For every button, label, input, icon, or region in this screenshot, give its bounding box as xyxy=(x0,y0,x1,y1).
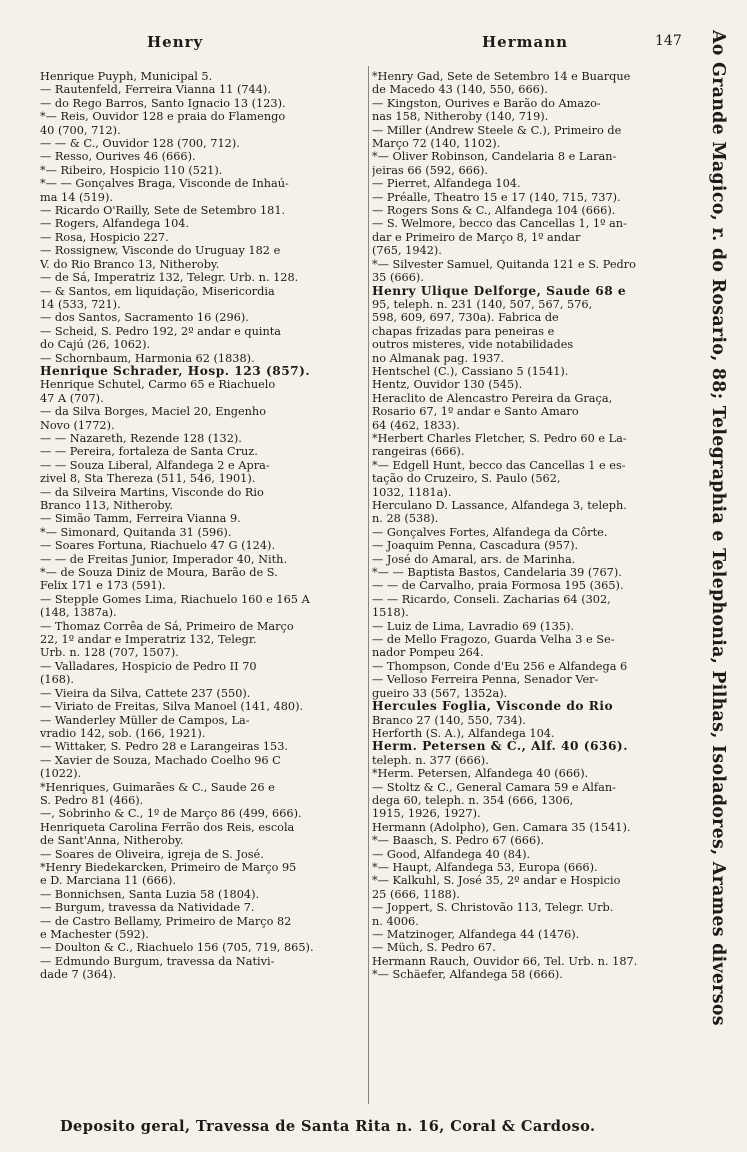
directory-entry-line: e Machester (592). xyxy=(40,928,149,941)
directory-entry-line: *— Oliver Robinson, Candelaria 8 e Laran- xyxy=(372,150,617,164)
directory-entry-line: *Henriques, Guimarães & C., Saude 26 e xyxy=(40,780,275,794)
directory-entry-line: *Herbert Charles Fletcher, S. Pedro 60 e La- xyxy=(372,431,627,445)
directory-entry-line: ma 14 (519). xyxy=(40,190,113,204)
directory-entry-line: 1518). xyxy=(372,606,409,620)
directory-entry-line: — — Ricardo, Conseli. Zacharias 64 (302, xyxy=(372,592,611,606)
directory-entry-line: 47 A (707). xyxy=(40,391,104,405)
directory-entry-line: tação do Cruzeiro, S. Paulo (562, xyxy=(372,472,561,486)
directory-entry-line: — — Pereira, fortaleza de Santa Cruz. xyxy=(40,445,258,459)
directory-entry-line: Rosario 67, 1º andar e Santo Amaro xyxy=(372,405,579,419)
directory-entry-line: *— Kalkuhl, S. José 35, 2º andar e Hospicio xyxy=(372,874,621,888)
directory-entry-line: —, Sobrinho & C., 1º de Março 86 (499, 666). xyxy=(40,807,302,821)
directory-entry-line: — Rossignew, Visconde do Uruguay 182 e xyxy=(40,244,281,258)
directory-entry-line: — Thomaz Corrêa de Sá, Primeiro de Março xyxy=(40,619,294,633)
directory-entry-line: — Valladares, Hospicio de Pedro II 70 xyxy=(40,659,257,673)
directory-entry-line: zivel 8, Sta Thereza (511, 546, 1901). xyxy=(40,472,256,486)
directory-entry-line: dar e Primeiro de Março 8, 1º andar xyxy=(372,230,581,244)
directory-entry-line: Urb. n. 128 (707, 1507). xyxy=(40,646,179,660)
directory-entry-line: *— Reis, Ouvidor 128 e praia do Flamengo xyxy=(40,110,286,124)
running-head-left: Henry xyxy=(147,33,204,51)
directory-entry-line: Março 72 (140, 1102). xyxy=(372,137,501,151)
directory-entry-line: — José do Amaral, ars. de Marinha. xyxy=(372,552,576,566)
directory-entry-line: — Wittaker, S. Pedro 28 e Larangeiras 153. xyxy=(40,740,289,754)
directory-entry-line: *— — Gonçalves Braga, Visconde de Inhaú- xyxy=(40,177,289,191)
directory-entry-line: vradio 142, sob. (166, 1921). xyxy=(40,726,206,740)
directory-entry-line: n. 4006. xyxy=(372,914,419,928)
directory-entry-line: Herm. Petersen & C., Alf. 40 (636). xyxy=(372,740,628,754)
side-advertisement-text: Ao Grande Magico, r. do Rosario, 88; Telegraphia e Telephonia, Pilhas, Isoladores, Arames diversos xyxy=(708,30,728,1026)
directory-entry-line: dade 7 (364). xyxy=(40,968,117,982)
directory-entry-line: — Good, Alfandega 40 (84). xyxy=(372,847,531,861)
directory-entry-line: — dos Santos, Sacramento 16 (296). xyxy=(40,311,249,325)
directory-entry-line: — Gonçalves Fortes, Alfandega da Côrte. xyxy=(372,525,608,539)
directory-entry-line: — da Silveira Martins, Visconde do Rio xyxy=(40,485,264,499)
directory-entry-line: *Herm. Petersen, Alfandega 40 (666). xyxy=(372,767,589,781)
directory-entry-line: — da Silva Borges, Maciel 20, Engenho xyxy=(40,405,266,419)
directory-entry-line: Branco 27 (140, 550, 734). xyxy=(372,713,526,727)
directory-entry-line: 1915, 1926, 1927). xyxy=(372,807,481,821)
directory-entry-line: Hermann (Adolpho), Gen. Camara 35 (1541). xyxy=(372,820,631,834)
directory-entry-line: — de Mello Fragozo, Guarda Velha 3 e Se- xyxy=(372,633,615,647)
directory-entry-line: — Stepple Gomes Lima, Riachuelo 160 e 165 A xyxy=(40,592,310,606)
directory-entry-line: — Scheid, S. Pedro 192, 2º andar e quinta xyxy=(40,324,282,338)
directory-entry-line: dega 60, teleph. n. 354 (666, 1306, xyxy=(372,793,574,807)
directory-entry-line: jeiras 66 (592, 666). xyxy=(372,163,489,177)
column-divider xyxy=(368,66,369,1104)
directory-entry-line: teleph. n. 377 (666). xyxy=(372,753,489,767)
directory-entry-line: Hentz, Ouvidor 130 (545). xyxy=(372,378,523,392)
directory-entry-line: Herforth (S. A.), Alfandega 104. xyxy=(372,726,555,740)
directory-entry-line: Branco 113, Nitheroby. xyxy=(40,499,174,512)
directory-entry-line: — Rogers, Alfandega 104. xyxy=(40,217,190,231)
directory-entry-line: — Müch, S. Pedro 67. xyxy=(372,941,496,955)
directory-entry-line: no Almanak pag. 1937. xyxy=(372,351,505,365)
directory-entry-line: — — Nazareth, Rezende 128 (132). xyxy=(40,431,242,445)
directory-entry-line: — Schornbaum, Harmonia 62 (1838). xyxy=(40,351,255,365)
directory-entry-line: 598, 609, 697, 730a). Fabrica de xyxy=(372,311,559,325)
directory-entry-line: Novo (1772). xyxy=(40,418,115,432)
directory-entry-line: — Stoltz & C., General Camara 59 e Alfan- xyxy=(372,780,616,794)
directory-entry-line: Henriqueta Carolina Ferrão dos Reis, escola xyxy=(40,820,295,834)
directory-entry-line: *— Baasch, S. Pedro 67 (666). xyxy=(372,834,545,848)
directory-entry-line: gueiro 33 (567, 1352a). xyxy=(372,686,508,700)
directory-entry-line: (765, 1942). xyxy=(372,244,442,258)
directory-entry-line: Henrique Schrader, Hosp. 123 (857). xyxy=(40,364,311,378)
directory-entry-line: Hercules Foglia, Visconde do Rio xyxy=(372,700,614,714)
directory-entry-line: — de Castro Bellamy, Primeiro de Março 82 xyxy=(40,914,292,928)
right-column xyxy=(372,70,700,982)
directory-entry-line: 64 (462, 1833). xyxy=(372,418,460,432)
directory-entry-line: — Burgum, travessa da Natividade 7. xyxy=(40,901,255,915)
directory-entry-line: *— Ribeiro, Hospicio 110 (521). xyxy=(40,163,223,177)
directory-entry-line: — Wanderley Müller de Campos, La- xyxy=(40,713,250,727)
directory-entry-line: — Miller (Andrew Steele & C.), Primeiro de xyxy=(372,123,622,137)
directory-entry-line: 40 (700, 712). xyxy=(40,123,121,137)
directory-entry-line: — & Santos, em liquidação, Misericordia xyxy=(40,284,275,298)
directory-entry-line: — Xavier de Souza, Machado Coelho 96 C xyxy=(40,753,281,767)
directory-entry-line: V. do Rio Branco 13, Nitheroby. xyxy=(40,257,220,271)
left-column xyxy=(40,70,365,982)
directory-entry-line: Hermann Rauch, Ouvidor 66, Tel. Urb. n. 187. xyxy=(372,954,638,968)
directory-entry-line: Herculano D. Lassance, Alfandega 3, teleph. xyxy=(372,499,627,512)
directory-entry-line: — Luiz de Lima, Lavradio 69 (135). xyxy=(372,619,574,633)
directory-entry-line: — Joaquim Penna, Cascadura (957). xyxy=(372,539,579,553)
directory-entry-line: — Bonnichsen, Santa Luzia 58 (1804). xyxy=(40,887,260,901)
directory-entry-line: — Edmundo Burgum, travessa da Nativi- xyxy=(40,954,275,968)
directory-entry-line: rangeiras (666). xyxy=(372,445,465,459)
directory-entry-line: — — de Carvalho, praia Formosa 195 (365). xyxy=(372,579,624,593)
directory-entry-line: 1032, 1181a). xyxy=(372,485,452,499)
directory-entry-line: outros misteres, vide notabilidades xyxy=(372,338,574,352)
directory-entry-line: — — & C., Ouvidor 128 (700, 712). xyxy=(40,137,240,151)
directory-entry-line: *— Haupt, Alfandega 53, Europa (666). xyxy=(372,860,598,874)
directory-entry-line: 14 (533, 721). xyxy=(40,297,121,311)
directory-entry-line: — Joppert, S. Christovão 113, Telegr. Urb. xyxy=(372,901,614,915)
directory-entry-line: 25 (666, 1188). xyxy=(372,887,460,901)
directory-entry-line: — Vieira da Silva, Cattete 237 (550). xyxy=(40,686,251,700)
directory-entry-line: *— de Souza Diniz de Moura, Barão de S. xyxy=(40,566,278,580)
directory-entry-line: *— Silvester Samuel, Quitanda 121 e S. Pedro xyxy=(372,257,636,271)
directory-entry-line: *— Simonard, Quitanda 31 (596). xyxy=(40,525,232,539)
directory-entry-line: Henrique Puyph, Municipal 5. xyxy=(40,70,213,83)
directory-entry-line: *— — Baptista Bastos, Candelaria 39 (767). xyxy=(372,566,622,580)
directory-entry-line: — Préalle, Theatro 15 e 17 (140, 715, 737). xyxy=(372,190,621,204)
directory-entry-line: — S. Welmore, becco das Cancellas 1, 1º an- xyxy=(372,217,627,231)
directory-entry-line: — Kingston, Ourives e Barão do Amazo- xyxy=(372,96,601,110)
directory-entry-line: Henrique Schutel, Carmo 65 e Riachuelo xyxy=(40,378,276,392)
directory-entry-line: — — de Freitas Junior, Imperador 40, Nith. xyxy=(40,552,288,566)
directory-entry-line: nador Pompeu 264. xyxy=(372,646,484,660)
directory-entry-line: — Soares Fortuna, Riachuelo 47 G (124). xyxy=(40,539,276,553)
directory-entry-line: — Viriato de Freitas, Silva Manoel (141, 480). xyxy=(40,700,304,714)
footer-advertisement: Deposito geral, Travessa de Santa Rita n. 16, Coral & Cardoso. xyxy=(60,1118,596,1135)
page-number: 147 xyxy=(655,33,682,49)
directory-entry-line: de Macedo 43 (140, 550, 666). xyxy=(372,83,548,97)
side-advertisement xyxy=(705,30,731,1100)
directory-entry-line: — Simão Tamm, Ferreira Vianna 9. xyxy=(40,512,241,526)
directory-entry-line: — Rautenfeld, Ferreira Vianna 11 (744). xyxy=(40,83,271,97)
directory-entry-line: — Velloso Ferreira Penna, Senador Ver- xyxy=(372,673,599,687)
directory-entry-line: 35 (666). xyxy=(372,271,424,285)
directory-entry-line: *Henry Biedekarcken, Primeiro de Março 95 xyxy=(40,860,297,874)
directory-entry-line: do Cajú (26, 1062). xyxy=(40,338,151,352)
directory-entry-line: de Sant'Anna, Nitheroby. xyxy=(40,834,184,848)
directory-entry-line: (1022). xyxy=(40,767,82,781)
directory-entry-line: (148, 1387a). xyxy=(40,606,117,620)
directory-entry-line: — Ricardo O'Railly, Sete de Setembro 181. xyxy=(40,204,286,218)
directory-entry-line: nas 158, Nitheroby (140, 719). xyxy=(372,110,549,124)
directory-entry-line: n. 28 (538). xyxy=(372,512,439,526)
directory-entry-line: S. Pedro 81 (466). xyxy=(40,793,144,807)
directory-entry-line: — Pierret, Alfandega 104. xyxy=(372,177,521,191)
directory-entry-line: Henry Ulique Delforge, Saude 68 e xyxy=(372,284,627,298)
directory-entry-line: — Soares de Oliveira, igreja de S. José. xyxy=(40,847,264,861)
directory-entry-line: — Matzinoger, Alfandega 44 (1476). xyxy=(372,928,580,941)
directory-entry-line: — Rosa, Hospicio 227. xyxy=(40,230,169,244)
directory-entry-line: — Thompson, Conde d'Eu 256 e Alfandega 6 xyxy=(372,659,628,673)
directory-entry-line: — Rogers Sons & C., Alfandega 104 (666). xyxy=(372,204,616,218)
directory-entry-line: e D. Marciana 11 (666). xyxy=(40,874,177,888)
directory-entry-line: *— Schäefer, Alfandega 58 (666). xyxy=(372,968,563,982)
directory-entry-line: chapas frizadas para peneiras e xyxy=(372,324,555,338)
directory-entry-line: — do Rego Barros, Santo Ignacio 13 (123). xyxy=(40,96,286,110)
directory-entry-line: — de Sá, Imperatriz 132, Telegr. Urb. n. 128. xyxy=(40,271,299,285)
directory-entry-line: *Henry Gad, Sete de Setembro 14 e Buarque xyxy=(372,70,631,83)
directory-entry-line: *— Edgell Hunt, becco das Cancellas 1 e es- xyxy=(372,458,626,472)
directory-entry-line: Hentschel (C.), Cassiano 5 (1541). xyxy=(372,364,569,378)
running-head-right: Hermann xyxy=(482,33,569,51)
directory-entry-line: — Resso, Ourives 46 (666). xyxy=(40,150,196,164)
directory-entry-line: Felix 171 e 173 (591). xyxy=(40,579,166,593)
directory-entry-line: — — Souza Liberal, Alfandega 2 e Apra- xyxy=(40,458,270,472)
directory-entry-line: 95, teleph. n. 231 (140, 507, 567, 576, xyxy=(372,297,593,311)
directory-entry-line: (168). xyxy=(40,673,74,687)
directory-entry-line: Heraclito de Alencastro Pereira da Graça, xyxy=(372,391,613,405)
directory-entry-line: 22, 1º andar e Imperatriz 132, Telegr. xyxy=(40,633,257,647)
directory-entry-line: — Doulton & C., Riachuelo 156 (705, 719, 865). xyxy=(40,941,314,955)
